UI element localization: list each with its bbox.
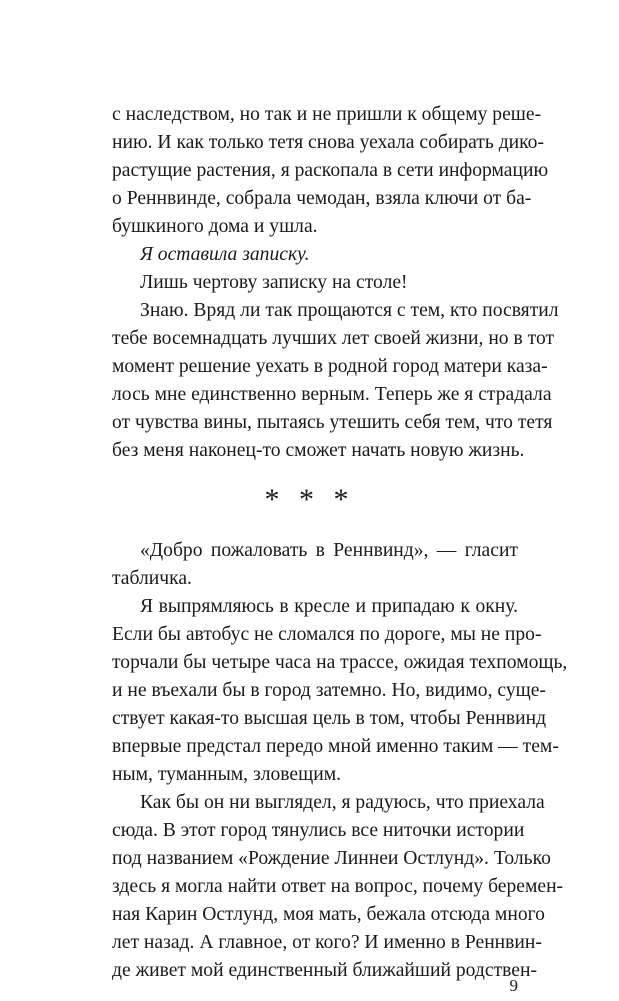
text-line: ная Карин Остлунд, моя мать, бежала отсюда много [112, 904, 545, 925]
text-line: без меня наконец-то сможет начать новую жизнь. [112, 440, 525, 461]
text-line: Знаю. Вряд ли так прощаются с тем, кто посвятил [140, 300, 559, 321]
text-line: под названием «Рождение Линнеи Остлунд». Только [112, 848, 551, 869]
section-separator: * * * [264, 483, 355, 516]
text-line: торчали бы четыре часа на трассе, ожидая техпомощь, [112, 652, 568, 673]
text-line: Лишь чертову записку на столе! [140, 272, 408, 293]
text-line: тебе восемнадцать лучших лет своей жизни, но в тот [112, 328, 555, 349]
text-line: сюда. В этот город тянулись все ниточки истории [112, 820, 525, 841]
page-number: 9 [509, 976, 518, 995]
text-line: нию. И как только тетя снова уехала собирать дико- [112, 132, 544, 153]
text-line: здесь я могла найти ответ на вопрос, почему беремен- [112, 876, 564, 897]
text-line: ствует какая-то высшая цель в том, чтобы Реннвинд [112, 708, 547, 729]
text-line: бушкиного дома и ушла. [112, 216, 318, 237]
text-line: табличка. [112, 568, 192, 589]
text-line: де живет мой единственный ближайший родствен- [112, 960, 537, 981]
text-line: от чувства вины, пытаясь утешить себя тем, что тетя [112, 412, 553, 433]
text-line: Как бы он ни выглядел, я радуюсь, что приехала [140, 792, 545, 813]
text-line: лет назад. А главное, от кого? И именно в Реннвин- [112, 932, 542, 953]
text-line: Если бы автобус не сломался по дороге, мы не про- [112, 624, 542, 645]
text-line: с наследством, но так и не пришли к общему реше- [112, 104, 542, 125]
text-line: и не въехали бы в город затемно. Но, видимо, суще- [112, 680, 546, 701]
text-line: «Добро пожаловать в Реннвинд», — гласит [140, 540, 518, 561]
text-line: ным, туманным, зловещим. [112, 764, 342, 785]
text-line: момент решение уехать в родной город матери каза- [112, 356, 548, 377]
text-line: о Реннвинде, собрала чемодан, взяла ключи от ба- [112, 188, 532, 209]
text-line: лось мне единственно верным. Теперь же я страдала [112, 384, 552, 405]
text-line: Я выпрямляюсь в кресле и припадаю к окну. [140, 596, 518, 617]
text-line: Я оставила записку. [140, 244, 310, 265]
text-line: растущие растения, я раскопала в сети информацию [112, 160, 549, 181]
text-line: впервые предстал передо мной именно таким — тем- [112, 736, 559, 757]
